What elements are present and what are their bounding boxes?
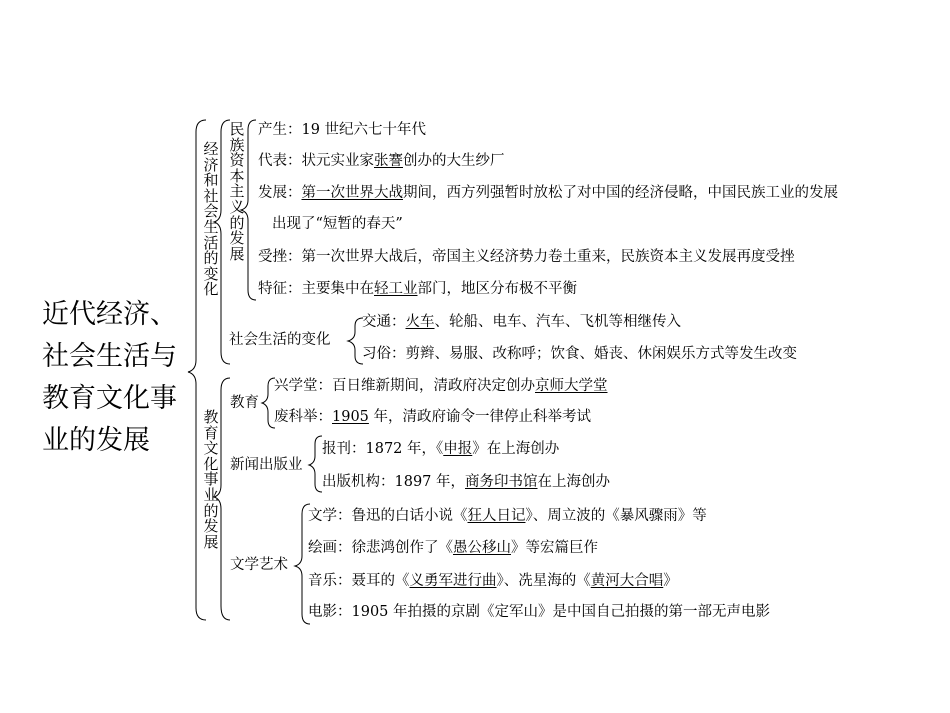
- music-suffix: 》: [663, 573, 678, 589]
- press-brace: [309, 436, 322, 492]
- publisher-suffix: 在上海创办: [537, 474, 611, 490]
- keju-suffix: 年，清政府谕令一律停止科举考试: [368, 409, 592, 425]
- newspaper-prefix: 报刊：1872 年，《: [322, 441, 444, 457]
- representative-prefix: 代表：状元实业家: [258, 153, 374, 169]
- music-mid: 》、冼星海的《: [496, 573, 591, 589]
- literature-row: [308, 507, 707, 525]
- painting-row: [308, 539, 598, 557]
- keju-prefix: 废科举：: [274, 409, 332, 425]
- literature-underlined: 狂人日记: [467, 508, 526, 524]
- development-suffix: 期间，西方列强暂时放松了对中国的经济侵略，中国民族工业的发展: [403, 185, 838, 201]
- music-row: [308, 572, 678, 590]
- customs-row: 习俗：剪辫、易服、改称呼；饮食、婚丧、休闲娱乐方式等发生改变: [362, 346, 797, 362]
- painting-suffix: 》等宏篇巨作: [511, 540, 598, 556]
- music-underlined-1: 义勇军进行曲: [409, 573, 497, 589]
- xingxuetang-prefix: 兴学堂：百日维新期间，清政府决定创办: [274, 378, 535, 394]
- xingxuetang-row: [274, 377, 608, 395]
- newspaper-row: [322, 440, 559, 458]
- literature-mid: 》、周立波的《暴风骤雨》等: [525, 508, 707, 524]
- education-label: 教育: [230, 395, 259, 411]
- economy-label: 经 济 和 社 会 生 活 的 变 化: [203, 140, 219, 299]
- root-title-line-3: 教育文化事: [42, 383, 177, 414]
- development-line2: 出现了“短暂的春天”: [272, 216, 403, 232]
- social-life-label: 社会生活的变化: [229, 332, 331, 348]
- origin-text: 19 世纪六七十年代: [301, 122, 427, 138]
- feature-prefix: 特征：主要集中在: [258, 281, 374, 297]
- film-row: 电影：1905 年拍摄的京剧《定军山》是中国自己拍摄的第一部无声电影: [308, 604, 771, 620]
- publisher-row: [322, 473, 610, 491]
- transport-prefix: 交通：: [362, 314, 406, 330]
- origin-row: [258, 121, 426, 139]
- development-row: [258, 184, 838, 202]
- painting-underlined: 愚公移山: [453, 540, 511, 556]
- arts-label: 文学艺术: [230, 557, 288, 573]
- representative-suffix: 创办的大生纱厂: [403, 153, 505, 169]
- culture-label: 教 育 文 化 事 业 的 发 展: [203, 408, 219, 551]
- keju-row: [274, 408, 591, 426]
- national-capitalism-label: 民 族 资 本 主 义 的 发 展: [229, 120, 245, 263]
- music-prefix: 音乐：聂耳的《: [308, 573, 410, 589]
- root-title-line-2: 社会生活与: [42, 341, 177, 372]
- press-label: 新闻出版业: [230, 457, 303, 473]
- setback-row: 受挫：第一次世界大战后，帝国主义经济势力卷土重来，民族资本主义发展再度受挫: [258, 249, 795, 265]
- keju-underlined: 1905: [332, 409, 369, 425]
- newspaper-underlined: 申报: [443, 441, 473, 457]
- social-life-brace: [348, 318, 363, 364]
- newspaper-suffix: 》在上海创办: [472, 441, 560, 457]
- painting-prefix: 绘画：徐悲鸿创作了《: [308, 540, 453, 556]
- publisher-underlined: 商务印书馆: [465, 474, 538, 490]
- root-title-line-4: 业的发展: [42, 425, 150, 456]
- origin-prefix: 产生：: [258, 122, 302, 138]
- representative-row: [258, 152, 505, 170]
- development-prefix: 发展：: [258, 185, 302, 201]
- music-underlined-2: 黄河大合唱: [590, 573, 664, 589]
- transport-row: [362, 313, 681, 331]
- transport-suffix: 、轮船、电车、汽车、飞机等相继传入: [434, 314, 681, 330]
- representative-person: 张謇: [374, 153, 403, 169]
- transport-underlined: 火车: [405, 314, 435, 330]
- feature-suffix: 部门，地区分布极不平衡: [417, 281, 577, 297]
- xingxuetang-underlined: 京师大学堂: [535, 378, 608, 394]
- root-title-line-1: 近代经济、: [42, 299, 177, 330]
- development-underlined: 第一次世界大战: [301, 185, 403, 201]
- feature-underlined: 轻工业: [374, 281, 418, 297]
- literature-prefix: 文学：鲁迅的白话小说《: [308, 508, 468, 524]
- feature-row: [258, 280, 577, 298]
- publisher-prefix: 出版机构：1897 年，: [322, 474, 466, 490]
